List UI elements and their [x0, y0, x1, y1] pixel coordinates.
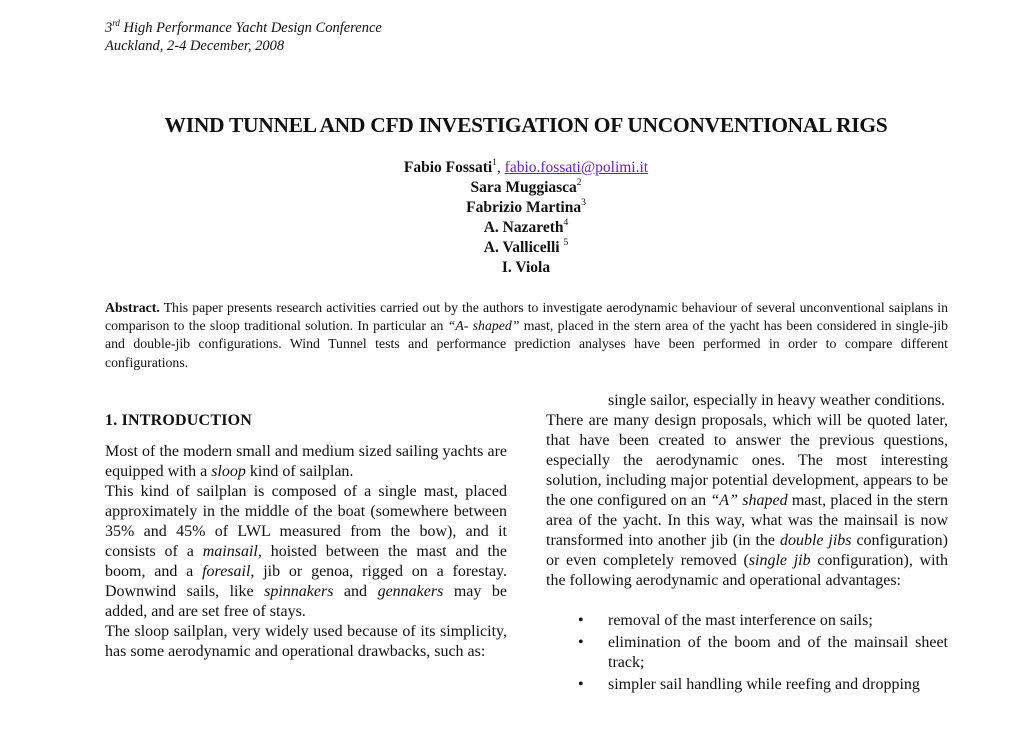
list-item: • elimination of the boom and of the mainsail sheet track; [578, 634, 948, 671]
conference-name: 3rd High Performance Yacht Design Conference [105, 18, 382, 36]
left-column [105, 411, 507, 686]
paper-title: WIND TUNNEL AND CFD INVESTIGATION OF UNCONVENTIONAL RIGS [164, 113, 888, 137]
author: Sara Muggiasca$^2$ [470, 178, 582, 196]
conference-location-date: Auckland, 2-4 December, 2008 [105, 38, 285, 54]
bullet-icon: • [578, 612, 584, 629]
paragraph: This kind of sailplan is composed of a single mast, placed approximately in the middle of the boat (somewhere between 35% and 45% of LWL measured from the bow), and it consists of a mainsail, hoisted between the mast and the boom, and a foresail, jib or genoa, rigged on a forestay. Downwind sails, like spinnakers and gennakers may be added, and are set free of stays. [105, 483, 508, 620]
section-heading-introduction: 1. INTRODUCTION [105, 412, 253, 429]
truncated-line [105, 680, 507, 686]
bullet-icon: • [578, 634, 584, 651]
author-email-link[interactable]: fabio.fossati@polimi.it [504, 159, 649, 176]
conference-header [105, 19, 382, 55]
right-column [546, 391, 948, 697]
paragraph: There are many design proposals, which will be quoted later, that have been created to answer the previous questions, especially the aerodynamic ones. The most interesting solution, including major potential development, appears to be the one configured on an “A” shaped mast, placed in the stern area of the yacht. In this way, what was the mainsail is now transformed into another jib (in the double jibs configuration) or even completely removed (single jib configuration), with the following aerodynamic and operational advantages: [546, 412, 949, 589]
author-list [0, 158, 1017, 278]
paragraph: Most of the modern small and medium sized sailing yachts are equipped with a sloop kind of sailplan. [105, 443, 507, 480]
advantages-list [546, 611, 948, 695]
author: Fabio Fossati$^1$, fabio.fossati@polimi.it [403, 158, 649, 176]
abstract: Abstract. This paper presents research activities carried out by the authors to investigate aerodynamic behaviour of several unconventional saiplans in comparison to the sloop traditional solution. In particular an “A- shaped” mast, placed in the stern area of the yacht has been considered in single-jib and double-jib configurations. Wind Tunnel tests and performance prediction analyses have been performed in order to compare different configurations. [105, 300, 948, 370]
continued-list-item: single sailor, especially in heavy weather conditions. [608, 392, 946, 409]
list-item: • removal of the mast interference on sails; [578, 612, 873, 629]
author: A. Nazareth$^4$ [483, 218, 569, 236]
author: Fabrizio Martina$^3$ [466, 198, 586, 216]
author: A. Vallicelli $^5$ [483, 238, 569, 256]
bullet-icon: • [578, 676, 584, 693]
list-item: • simpler sail handling while reefing and dropping [578, 676, 920, 693]
author: I. Viola [501, 259, 551, 276]
abstract-label: Abstract. [105, 300, 160, 315]
paragraph: The sloop sailplan, very widely used because of its simplicity, has some aerodynamic and operational drawbacks, such as: [105, 623, 507, 660]
